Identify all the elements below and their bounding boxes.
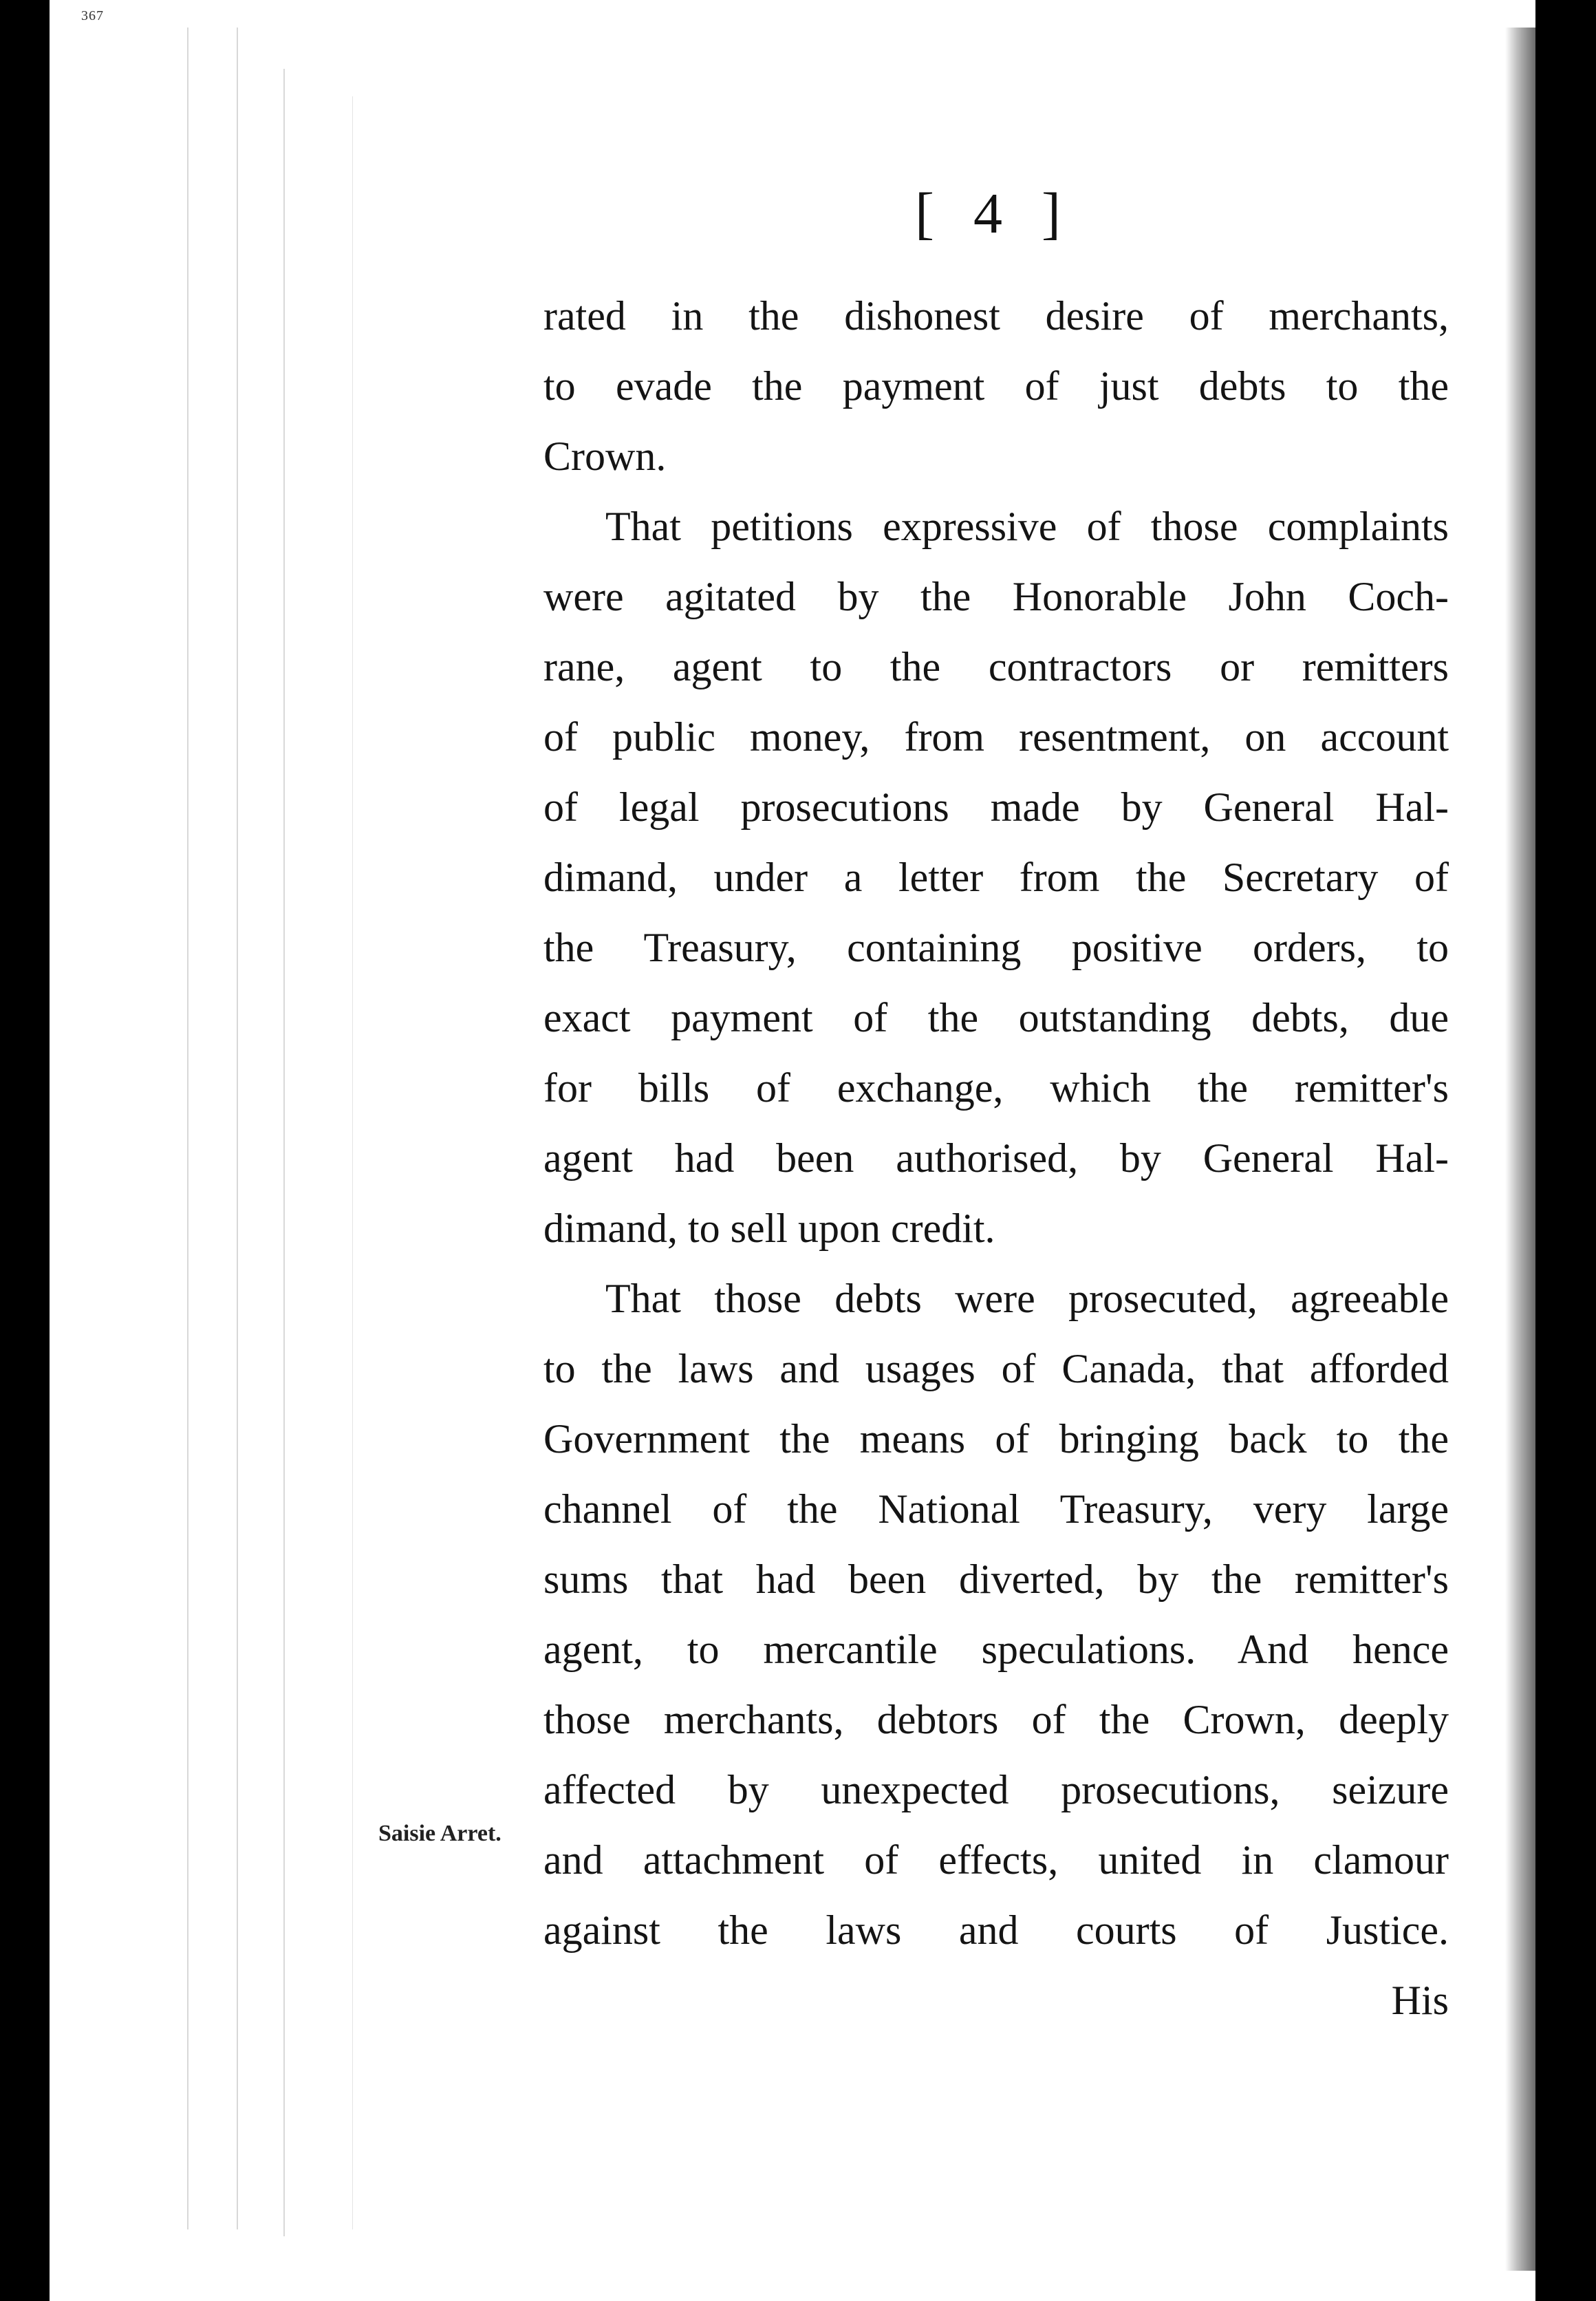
text-line: those merchants, debtors of the Crown, deeply [543, 1697, 1449, 1742]
text-line: agent had been authorised, by General Hal- [543, 1135, 1449, 1181]
text-line: and attachment of effects, united in clamour [543, 1837, 1449, 1883]
text-line: channel of the National Treasury, very large [543, 1486, 1449, 1532]
binding-shadow [1505, 28, 1535, 2271]
text-line: That petitions expressive of those complaints [605, 504, 1449, 549]
text-line: exact payment of the outstanding debts, due [543, 995, 1449, 1040]
body-text [543, 281, 1449, 2035]
text-line: to evade the payment of just debts to the [543, 363, 1449, 409]
text-line: dimand, under a letter from the Secretary of [543, 855, 1449, 900]
text-line: sums that had been diverted, by the remitter's [543, 1556, 1449, 1602]
text-line: the Treasury, containing positive orders, to [543, 925, 1449, 970]
corner-mark: 367 [81, 8, 104, 23]
text-line: Crown. [543, 434, 667, 479]
text-line: Government the means of bringing back to the [543, 1416, 1449, 1462]
catchword: His [1391, 1978, 1449, 2023]
margin-note: Saisie Arret. [378, 1821, 502, 1846]
text-line: of legal prosecutions made by General Hal- [543, 784, 1449, 830]
text-line: of public money, from resentment, on account [543, 714, 1449, 760]
text-line: dimand, to sell upon credit. [543, 1206, 995, 1251]
text-line: affected by unexpected prosecutions, seizure [543, 1767, 1449, 1812]
page-edge [283, 69, 285, 2236]
text-line: rane, agent to the contractors or remitters [543, 644, 1449, 689]
text-line: agent, to mercantile speculations. And hence [543, 1627, 1449, 1672]
text-line: rated in the dishonest desire of merchants, [543, 293, 1449, 339]
page-number: [ 4 ] [915, 182, 1073, 246]
text-line: for bills of exchange, which the remitter's [543, 1065, 1449, 1111]
text-line: That those debts were prosecuted, agreeable [605, 1276, 1449, 1321]
text-line: were agitated by the Honorable John Coch- [543, 574, 1449, 619]
text-line: to the laws and usages of Canada, that afforded [543, 1346, 1449, 1391]
text-line: against the laws and courts of Justice. [543, 1907, 1449, 1953]
page-edge [187, 28, 188, 2229]
page-edge [237, 28, 238, 2229]
page-edge [352, 96, 353, 2229]
